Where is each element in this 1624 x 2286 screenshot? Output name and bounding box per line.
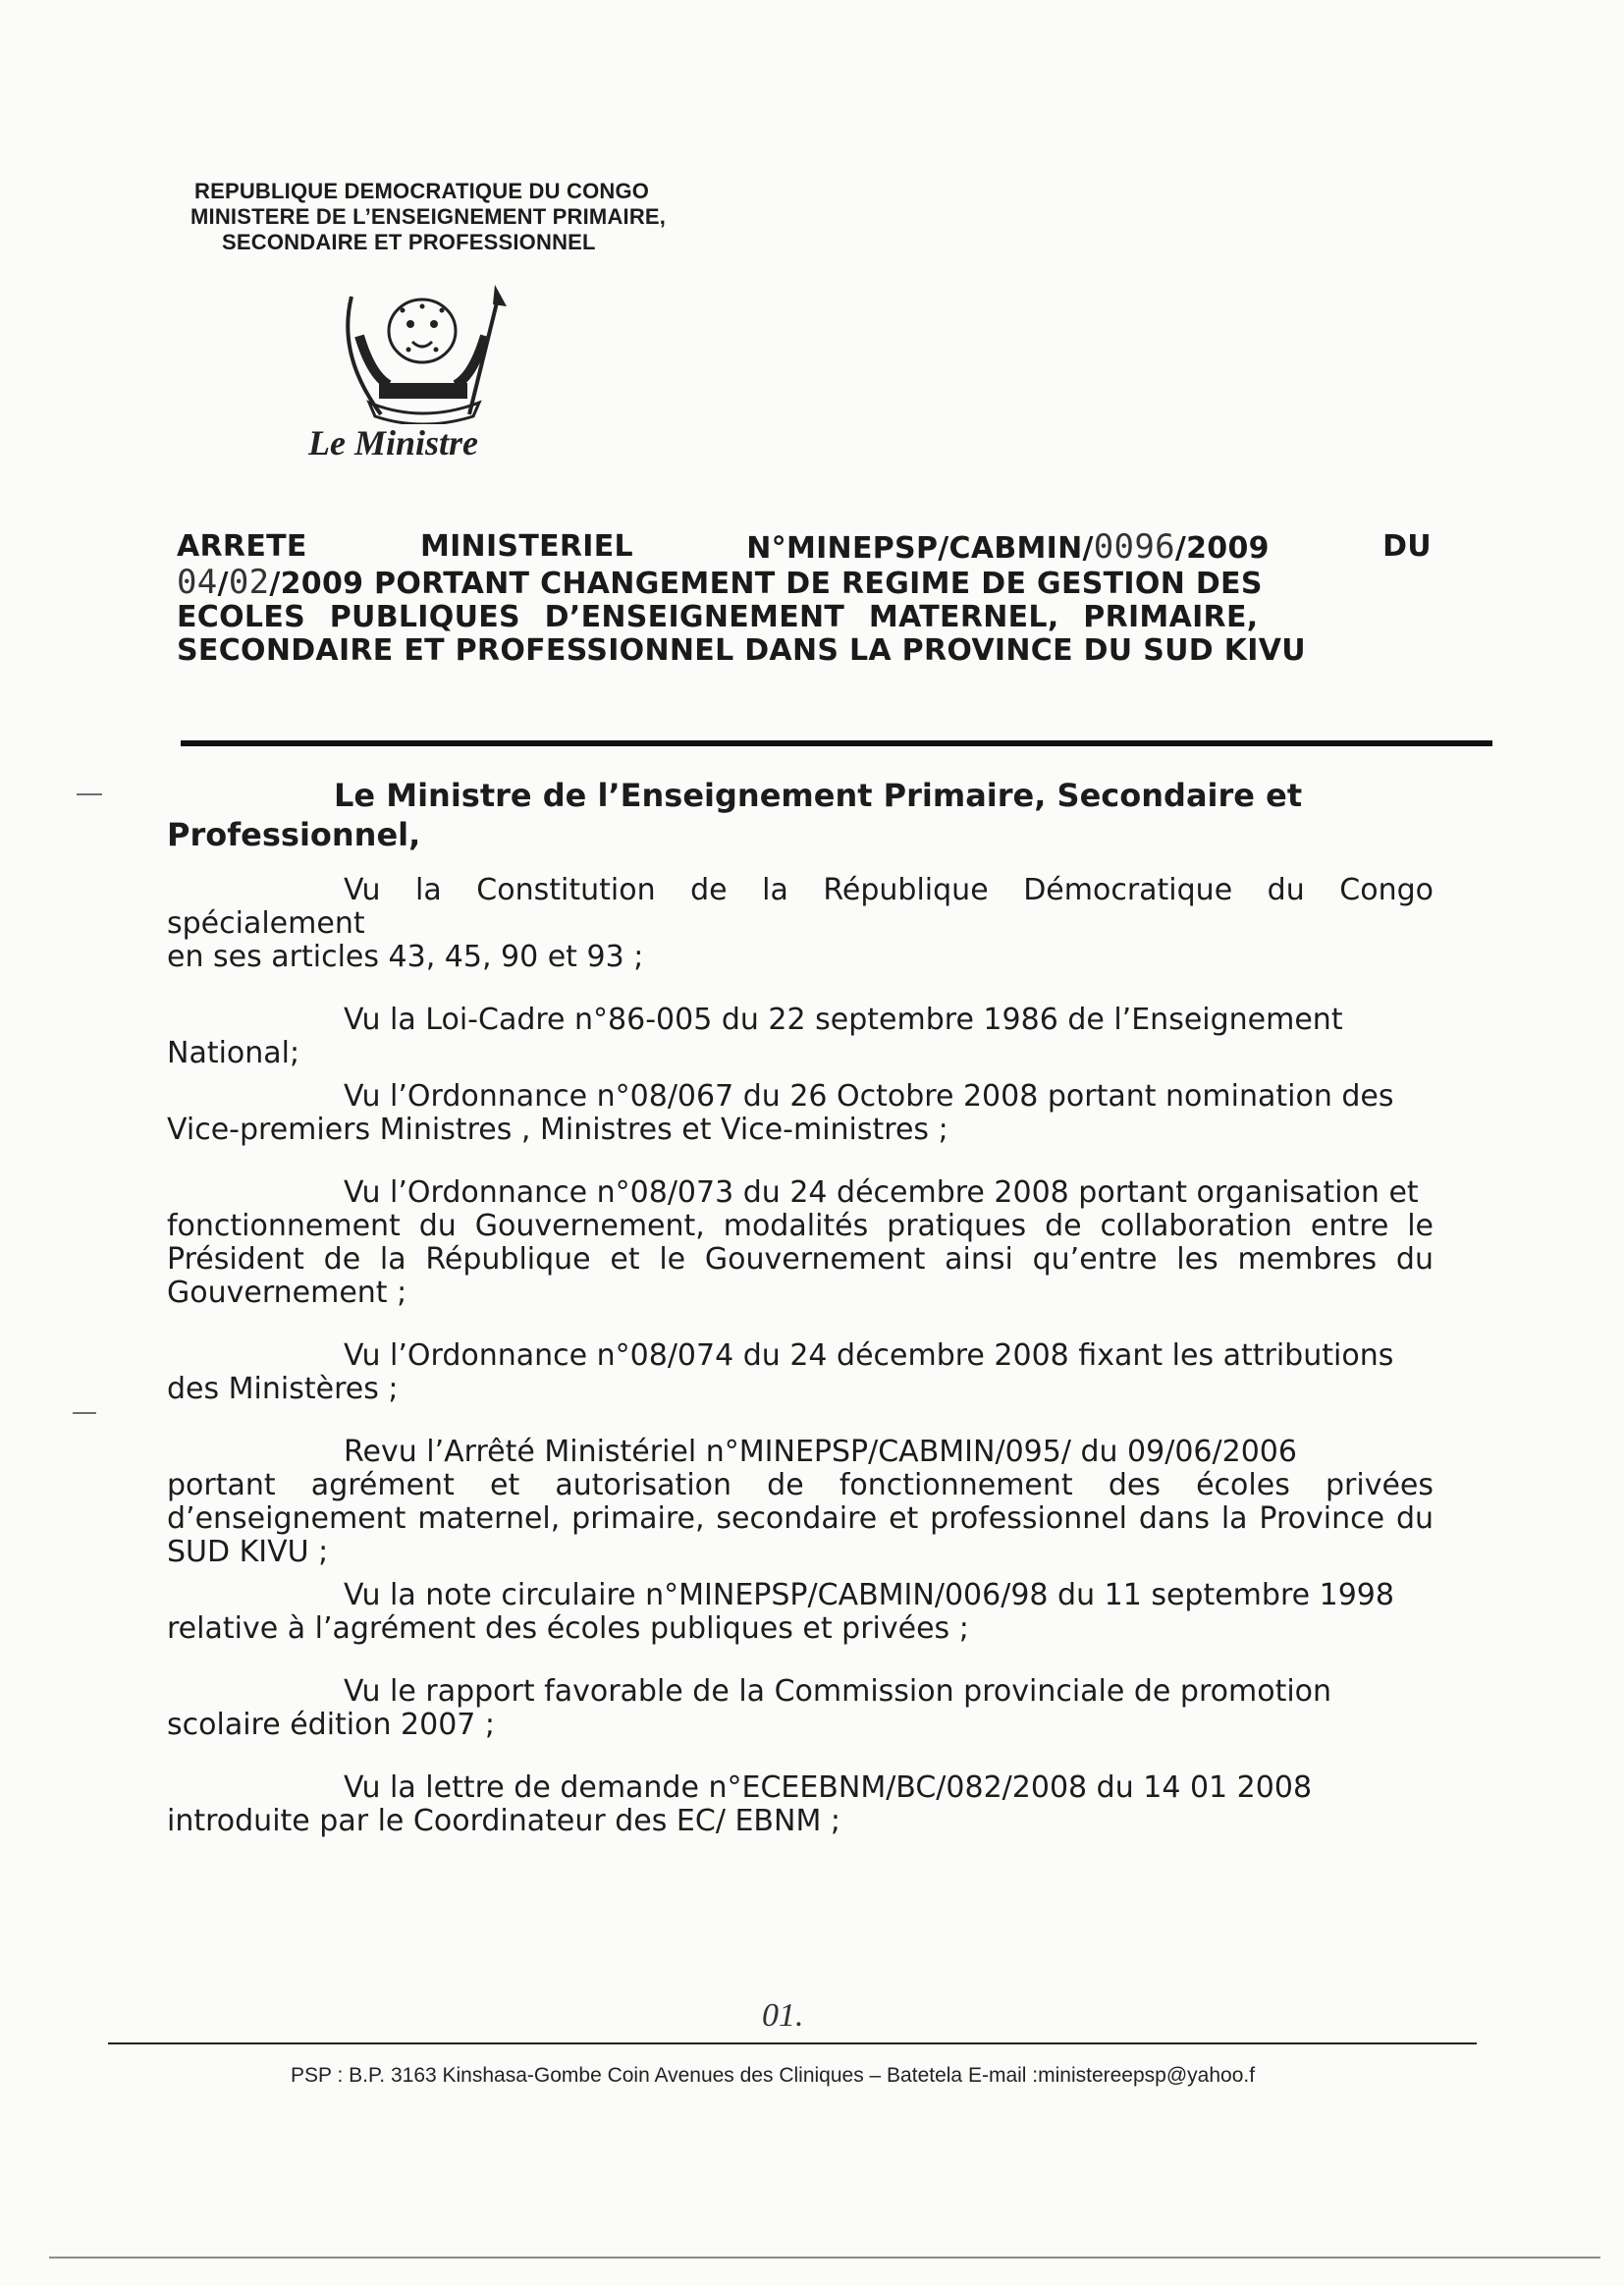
document-body (167, 776, 1434, 1868)
title-row-3: ECOLES PUBLIQUES D’ENSEIGNEMENT MATERNEL, PRIMAIRE, (177, 600, 1259, 634)
minister-signature-title: Le Ministre (308, 423, 479, 463)
intro-line-1: Le Ministre de l’Enseignement Primaire, Secondaire et (334, 777, 1303, 814)
footer-rule (108, 2042, 1477, 2044)
recital-paragraph: Revu l’Arrêté Ministériel n°MINEPSP/CABMIN/095/ du 09/06/2006 portant agrément et autorisation de fonctionnement des écoles privées d’enseignement maternel, primaire, secondaire et professionnel dans la Province du SUD KIVU ; (167, 1435, 1434, 1569)
coat-of-arms-emblem (312, 277, 538, 424)
handwritten-month: 02 (228, 563, 270, 602)
footer-address: PSP : B.P. 3163 Kinshasa-Gombe Coin Avenues des Cliniques – Batetela E-mail :ministereepsp@yahoo.f (291, 2064, 1256, 2087)
letterhead-country: REPUBLIQUE DEMOCRATIQUE DU CONGO (194, 179, 650, 203)
scan-mark (77, 793, 102, 795)
recital-paragraph: Vu l’Ordonnance n°08/073 du 24 décembre 2008 portant organisation et fonctionnement du Gouvernement, modalités pratiques de collaboration entre le Président de la République et le Gouvernement ainsi qu’entre les membres du Gouvernement ; (167, 1175, 1434, 1310)
recital-paragraph: Vu la note circulaire n°MINEPSP/CABMIN/006/98 du 11 septembre 1998 relative à l’agrément des écoles publiques et privées ; (167, 1578, 1394, 1646)
title-underline (181, 740, 1492, 746)
recital-paragraph: Vu l’Ordonnance n°08/067 du 26 Octobre 2008 portant nomination des Vice-premiers Ministres , Ministres et Vice-ministres ; (167, 1079, 1394, 1147)
title-row-4: SECONDAIRE ET PROFESSIONNEL DANS LA PROVINCE DU SUD KIVU (177, 633, 1306, 668)
decree-title (177, 527, 1432, 668)
intro-heading (167, 776, 1434, 854)
letterhead (177, 179, 766, 255)
handwritten-day: 04 (177, 563, 218, 602)
scan-edge-line (49, 2257, 1600, 2259)
title-word: DU (1382, 529, 1432, 564)
intro-line-2: Professionnel, (167, 816, 421, 853)
page-initials: 01. (762, 1997, 804, 2034)
recital-paragraph: Vu le rapport favorable de la Commission provinciale de promotion scolaire édition 2007 ; (167, 1674, 1332, 1742)
recital-paragraph: Vu la lettre de demande n°ECEEBNM/BC/082/2008 du 14 01 2008 introduite par le Coordinateur des EC/ EBNM ; (167, 1770, 1313, 1838)
title-date: 04/02/2009 PORTANT CHANGEMENT DE REGIME DE GESTION DES (177, 563, 1263, 602)
recital-paragraph: Vu l’Ordonnance n°08/074 du 24 décembre 2008 fixant les attributions des Ministères ; (167, 1338, 1394, 1406)
recital-paragraph: Vu la Loi-Cadre n°86-005 du 22 septembre 1986 de l’Enseignement National; (167, 1003, 1343, 1070)
title-decree-number: N°MINEPSP/CABMIN/0096/2009 (746, 527, 1270, 567)
title-row-1 (177, 527, 1432, 567)
handwritten-number: 0096 (1093, 527, 1175, 567)
title-word: MINISTERIEL (419, 529, 633, 564)
title-row-2 (177, 563, 1432, 602)
title-word: ARRETE (177, 529, 307, 564)
letterhead-ministry: MINISTERE DE L’ENSEIGNEMENT PRIMAIRE, (190, 204, 667, 229)
letterhead-ministry-cont: SECONDAIRE ET PROFESSIONNEL (222, 230, 596, 254)
recital-paragraph: Vu la Constitution de la République Démocratique du Congo spécialement en ses articles 43, 45, 90 et 93 ; (167, 873, 1434, 974)
scan-mark (73, 1412, 96, 1414)
